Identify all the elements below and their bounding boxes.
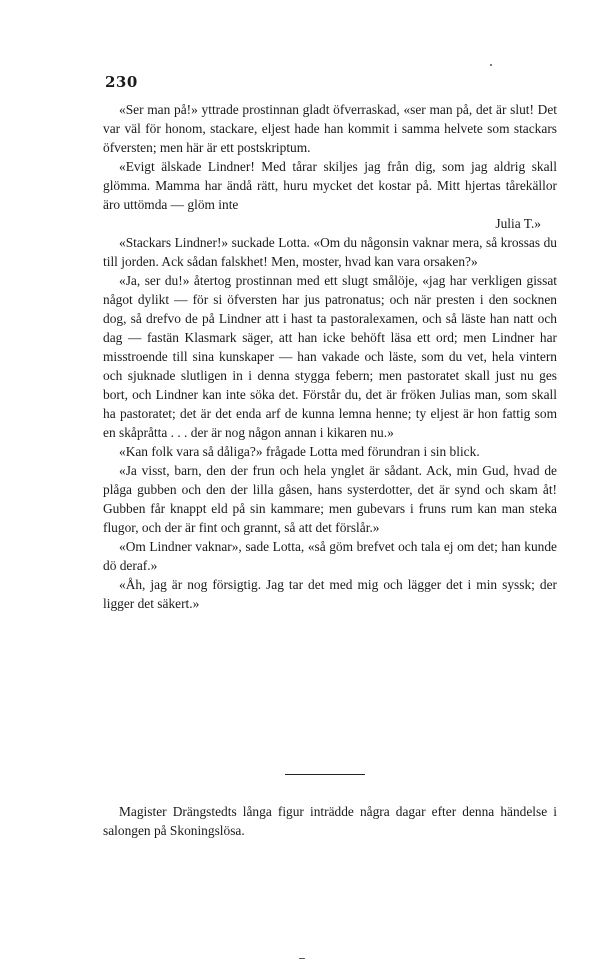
paragraph: «Ser man på!» yttrade prostinnan gladt öfverraskad, «ser man på, det är slut! Det var väl för honom, stackare, eljest hade han kommit i samma helvete som stackars öfversten; men här är ett postskriptum.	[103, 102, 557, 155]
section-divider	[285, 774, 365, 775]
paragraph: «Ja visst, barn, den der frun och hela ynglet är sådant. Ack, min Gud, hvad de plåga gubben och den der lilla gåsen, hans systerdotter, det är synd och skam åt! Gubben får knappt eld på sin kammare; men gubevars i fruns rum kan man steka flugor, och der är fint och grannt, så att det förslår.»	[103, 463, 557, 535]
page-number: 230	[105, 73, 138, 91]
paragraph: «Evigt älskade Lindner! Med tårar skiljes jag från dig, som jag aldrig skall glömma. Mamma har ändå rätt, huru mycket det kostar på. Mitt hjertas tårekällor äro uttömda — glöm inte	[103, 159, 557, 212]
letter-signature: Julia T.»	[495, 216, 541, 231]
paragraph: «Om Lindner vaknar», sade Lotta, «så göm brefvet och tala ej om det; han kunde dö deraf.»	[103, 539, 557, 573]
print-speck	[490, 64, 492, 66]
print-speck	[299, 958, 305, 959]
paragraph: Magister Drängstedts långa figur inträdde några dagar efter denna händelse i salongen på Skoningslösa.	[103, 804, 557, 838]
paragraph: «Kan folk vara så dåliga?» frågade Lotta med förundran i sin blick.	[119, 444, 480, 459]
paragraph: «Stackars Lindner!» suckade Lotta. «Om du någonsin vaknar mera, så krossas du till jorden. Ack sådan falskhet! Men, moster, hvad kan vara orsaken?»	[103, 235, 557, 269]
paragraph: «Ja, ser du!» återtog prostinnan med ett slugt smålöje, «jag har verkligen gissat något dylikt — för si öfversten har jus patronatus; och när presten i den socknen dog, så drefvo de på Lindner att i hast ta pastoralexamen, och så läste han natt och dag — fastän Klasmark säger, att han icke behöft läsa ett ord; men Lindner har misstroende till sina kunskaper — han vakade och läste, som du vet, hela vintern och sjuknade slutligen in i denna stygga febern; men pastoratet skall just nu ges bort, och Lindner kan inte söka det. Förstår du, det är fröken Julias man, som skall ha pastoratet; det är det enda arf de kunna lemna henne; ty eljest är hon fattig som en skåpråtta . . . der är nog någon annan i kikaren nu.»	[103, 273, 557, 440]
body-text	[103, 100, 557, 613]
paragraph: «Åh, jag är nog försigtig. Jag tar det med mig och lägger det i min syssk; der ligger det säkert.»	[103, 577, 557, 611]
closing-text	[103, 802, 557, 840]
